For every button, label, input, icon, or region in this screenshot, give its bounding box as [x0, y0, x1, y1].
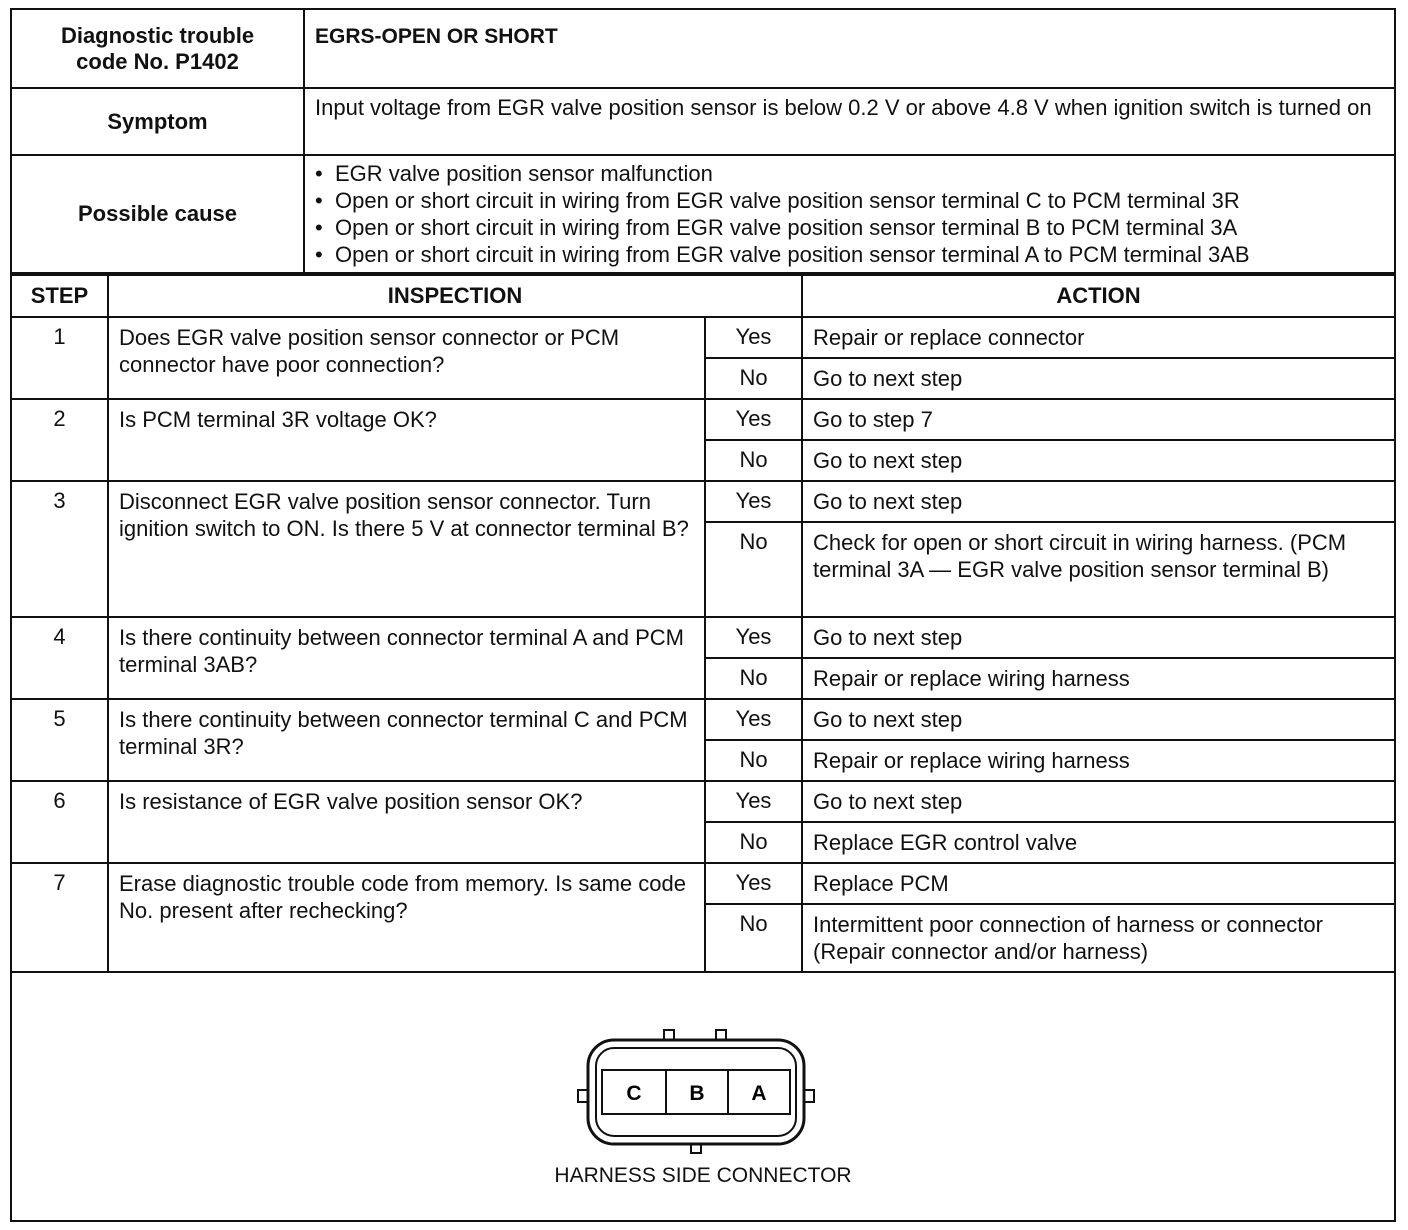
yes-action: Repair or replace connector — [802, 317, 1394, 358]
connector-icon — [570, 1024, 822, 1154]
no-label: No — [705, 658, 802, 699]
yes-label: Yes — [705, 317, 802, 358]
step-number: 5 — [12, 699, 108, 781]
step-inspection: Is there continuity between connector terminal A and PCM terminal 3AB? — [108, 617, 705, 699]
yes-action: Replace PCM — [802, 863, 1394, 904]
step-row — [12, 781, 1394, 822]
yes-action: Go to next step — [802, 699, 1394, 740]
no-label: No — [705, 358, 802, 399]
code-label: Diagnostic trouble code No. P1402 — [12, 10, 304, 88]
no-action: Repair or replace wiring harness — [802, 658, 1394, 699]
no-action: Repair or replace wiring harness — [802, 740, 1394, 781]
pin-c-label: C — [626, 1082, 642, 1105]
step-row — [12, 699, 1394, 740]
symptom-label: Symptom — [12, 88, 304, 155]
no-label: No — [705, 822, 802, 863]
col-inspection-header: INSPECTION — [108, 275, 802, 317]
step-row — [12, 617, 1394, 658]
no-action: Go to next step — [802, 358, 1394, 399]
no-action: Go to next step — [802, 440, 1394, 481]
cause-item: • Open or short circuit in wiring from EGR valve position sensor terminal B to PCM terminal 3A — [311, 214, 1388, 241]
pin-b-label: B — [689, 1082, 705, 1105]
cause-list-cell — [304, 155, 1394, 273]
yes-label: Yes — [705, 699, 802, 740]
step-inspection: Is there continuity between connector terminal C and PCM terminal 3R? — [108, 699, 705, 781]
no-action: Intermittent poor connection of harness or connector (Repair connector and/or harness) — [802, 904, 1394, 972]
connector-diagram — [12, 974, 1394, 1220]
no-label: No — [705, 904, 802, 972]
steps-table — [12, 274, 1394, 973]
yes-action: Go to step 7 — [802, 399, 1394, 440]
yes-label: Yes — [705, 617, 802, 658]
code-title: EGRS-OPEN OR SHORT — [304, 10, 1394, 88]
yes-label: Yes — [705, 863, 802, 904]
header-table — [12, 10, 1394, 274]
step-row — [12, 399, 1394, 440]
no-action: Replace EGR control valve — [802, 822, 1394, 863]
step-number: 1 — [12, 317, 108, 399]
pin-a-label: A — [751, 1082, 767, 1105]
step-number: 2 — [12, 399, 108, 481]
step-inspection: Disconnect EGR valve position sensor connector. Turn ignition switch to ON. Is there 5 V at connector terminal B? — [108, 481, 705, 617]
no-label: No — [705, 522, 802, 617]
yes-action: Go to next step — [802, 781, 1394, 822]
yes-label: Yes — [705, 481, 802, 522]
step-row — [12, 317, 1394, 358]
connector-caption: HARNESS SIDE CONNECTOR — [554, 1164, 852, 1187]
step-number: 3 — [12, 481, 108, 617]
no-label: No — [705, 440, 802, 481]
step-inspection: Is resistance of EGR valve position sensor OK? — [108, 781, 705, 863]
yes-label: Yes — [705, 781, 802, 822]
cause-item: • Open or short circuit in wiring from EGR valve position sensor terminal A to PCM terminal 3AB — [311, 241, 1388, 268]
col-action-header: ACTION — [802, 275, 1394, 317]
no-action: Check for open or short circuit in wiring harness. (PCM terminal 3A — EGR valve position sensor terminal B) — [802, 522, 1394, 617]
step-number: 6 — [12, 781, 108, 863]
symptom-text: Input voltage from EGR valve position sensor is below 0.2 V or above 4.8 V when ignition switch is turned on — [304, 88, 1394, 155]
step-number: 4 — [12, 617, 108, 699]
no-label: No — [705, 740, 802, 781]
cause-label: Possible cause — [12, 155, 304, 273]
yes-action: Go to next step — [802, 617, 1394, 658]
cause-item: • Open or short circuit in wiring from EGR valve position sensor terminal C to PCM terminal 3R — [311, 187, 1388, 214]
step-inspection: Does EGR valve position sensor connector or PCM connector have poor connection? — [108, 317, 705, 399]
yes-action: Go to next step — [802, 481, 1394, 522]
step-inspection: Erase diagnostic trouble code from memory. Is same code No. present after rechecking? — [108, 863, 705, 972]
step-inspection: Is PCM terminal 3R voltage OK? — [108, 399, 705, 481]
step-row — [12, 481, 1394, 522]
cause-item: • EGR valve position sensor malfunction — [311, 160, 1388, 187]
diagnostic-document — [10, 8, 1396, 1222]
cause-list — [311, 160, 1388, 268]
step-row — [12, 863, 1394, 904]
step-number: 7 — [12, 863, 108, 972]
yes-label: Yes — [705, 399, 802, 440]
col-step-header: STEP — [12, 275, 108, 317]
